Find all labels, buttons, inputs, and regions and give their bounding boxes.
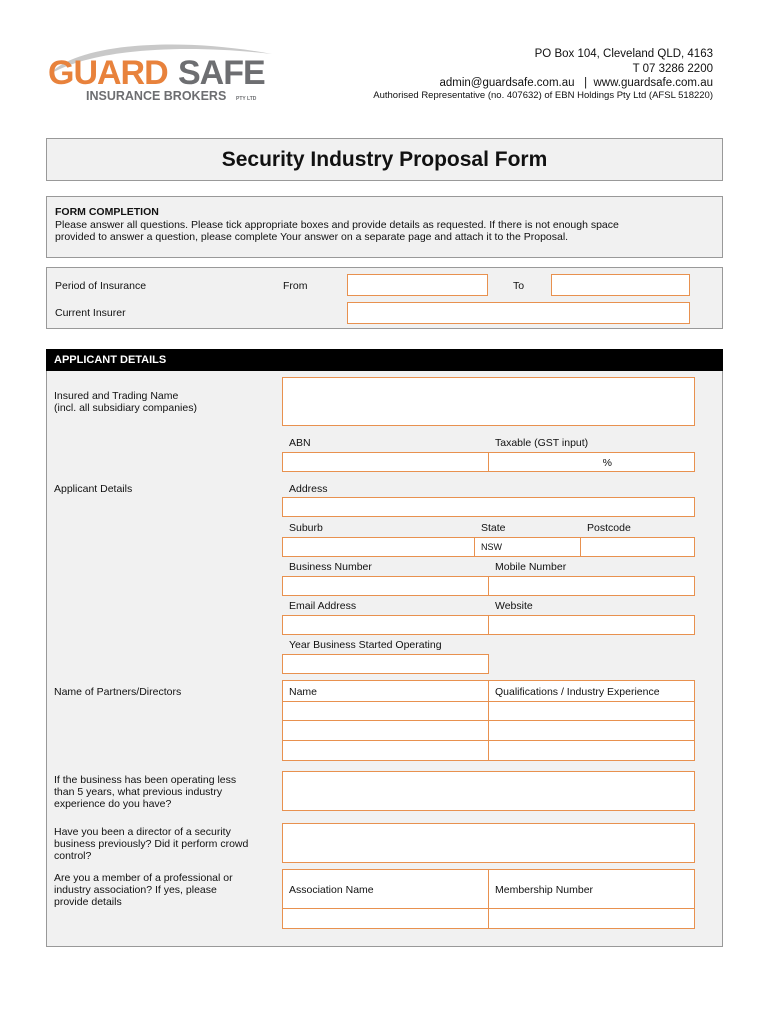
address-label: Address: [289, 483, 328, 495]
current-insurer-field[interactable]: [347, 302, 690, 324]
website-field[interactable]: [488, 615, 695, 635]
partner-qualifications-field-2[interactable]: [488, 720, 695, 741]
postcode-label: Postcode: [587, 522, 631, 534]
previous-experience-label-1: If the business has been operating less: [54, 774, 237, 786]
partners-qualifications-col: Qualifications / Industry Experience: [495, 686, 660, 698]
association-name-header: [282, 869, 489, 909]
director-previously-label-3: control?: [54, 850, 92, 862]
association-name-field[interactable]: [282, 908, 489, 929]
suburb-field[interactable]: [282, 537, 475, 557]
partners-qualifications-header: [488, 680, 695, 702]
website-label: Website: [495, 600, 533, 612]
to-date-field[interactable]: [551, 274, 690, 296]
form-completion-line2: provided to answer a question, please complete Your answer on a separate page and attach it to the Proposal.: [55, 231, 569, 243]
previous-experience-label-2: than 5 years, what previous industry: [54, 786, 223, 798]
from-date-field[interactable]: [347, 274, 488, 296]
current-insurer-label: Current Insurer: [55, 307, 126, 319]
partner-name-field-3[interactable]: [282, 740, 489, 761]
logo-word-safe: SAFE: [178, 54, 265, 92]
form-completion-line1: Please answer all questions. Please tick appropriate boxes and provide details as requested. If there is not enough space: [55, 218, 619, 231]
insured-name-label: Insured and Trading Name: [54, 390, 179, 402]
logo-word-guard: GUARD: [48, 54, 168, 92]
logo-subtitle: INSURANCE BROKERS: [86, 89, 227, 103]
address-field[interactable]: [282, 497, 695, 517]
insured-name-field[interactable]: [282, 377, 695, 426]
form-completion-box: [46, 196, 723, 258]
gst-label: Taxable (GST input): [495, 437, 589, 449]
gst-field[interactable]: [488, 452, 695, 472]
membership-number-col: Membership Number: [495, 884, 594, 896]
state-field[interactable]: [474, 537, 581, 557]
page-title: Security Industry Proposal Form: [221, 147, 548, 171]
partners-directors-label: Name of Partners/Directors: [54, 686, 182, 698]
association-member-label-3: provide details: [54, 896, 122, 908]
partner-qualifications-field-3[interactable]: [488, 740, 695, 761]
applicant-details-header: APPLICANT DETAILS: [46, 349, 723, 371]
membership-number-field[interactable]: [488, 908, 695, 929]
previous-experience-label-3: experience do you have?: [54, 798, 172, 810]
gst-percent-sign: %: [602, 457, 612, 469]
business-number-label: Business Number: [289, 561, 372, 573]
contact-phone: T 07 3286 2200: [632, 63, 713, 75]
partner-name-field-1[interactable]: [282, 701, 489, 721]
to-label: To: [513, 280, 525, 292]
abn-field[interactable]: [282, 452, 489, 472]
contact-email-web: admin@guardsafe.com.au | www.guardsafe.com.au: [439, 77, 713, 89]
contact-address: PO Box 104, Cleveland QLD, 4163: [534, 48, 713, 60]
from-label: From: [283, 280, 308, 292]
guardsafe-logo: [46, 40, 282, 112]
membership-number-header: [488, 869, 695, 909]
contact-authorised: Authorised Representative (no. 407632) of EBN Holdings Pty Ltd (AFSL 518220): [373, 90, 713, 101]
association-member-label-2: industry association? If yes, please: [54, 884, 217, 896]
director-previously-label-1: Have you been a director of a security: [54, 826, 231, 838]
association-member-label-1: Are you a member of a professional or: [54, 872, 233, 884]
year-started-field[interactable]: [282, 654, 489, 674]
mobile-number-field[interactable]: [488, 576, 695, 596]
applicant-details-label: Applicant Details: [54, 483, 133, 495]
state-value: NSW: [481, 542, 502, 552]
insured-name-sublabel: (incl. all subsidiary companies): [54, 402, 197, 414]
association-name-col: Association Name: [289, 884, 374, 896]
abn-label: ABN: [289, 437, 311, 449]
previous-experience-field[interactable]: [282, 771, 695, 811]
form-completion-heading: FORM COMPLETION: [55, 206, 159, 218]
partners-name-header: [282, 680, 489, 702]
director-previously-label-2: business previously? Did it perform crowd: [54, 838, 249, 850]
partner-name-field-2[interactable]: [282, 720, 489, 741]
business-number-field[interactable]: [282, 576, 489, 596]
period-box: [46, 267, 723, 329]
suburb-label: Suburb: [289, 522, 323, 534]
email-label: Email Address: [289, 600, 357, 612]
title-box: [46, 138, 723, 181]
year-started-label: Year Business Started Operating: [289, 639, 442, 651]
mobile-number-label: Mobile Number: [495, 561, 567, 573]
postcode-field[interactable]: [580, 537, 695, 557]
state-label: State: [481, 522, 506, 534]
partners-name-col: Name: [289, 686, 318, 698]
logo-suffix: PTY LTD: [236, 96, 257, 102]
email-field[interactable]: [282, 615, 489, 635]
partner-qualifications-field-1[interactable]: [488, 701, 695, 721]
director-previously-field[interactable]: [282, 823, 695, 863]
period-label: Period of Insurance: [55, 280, 147, 292]
